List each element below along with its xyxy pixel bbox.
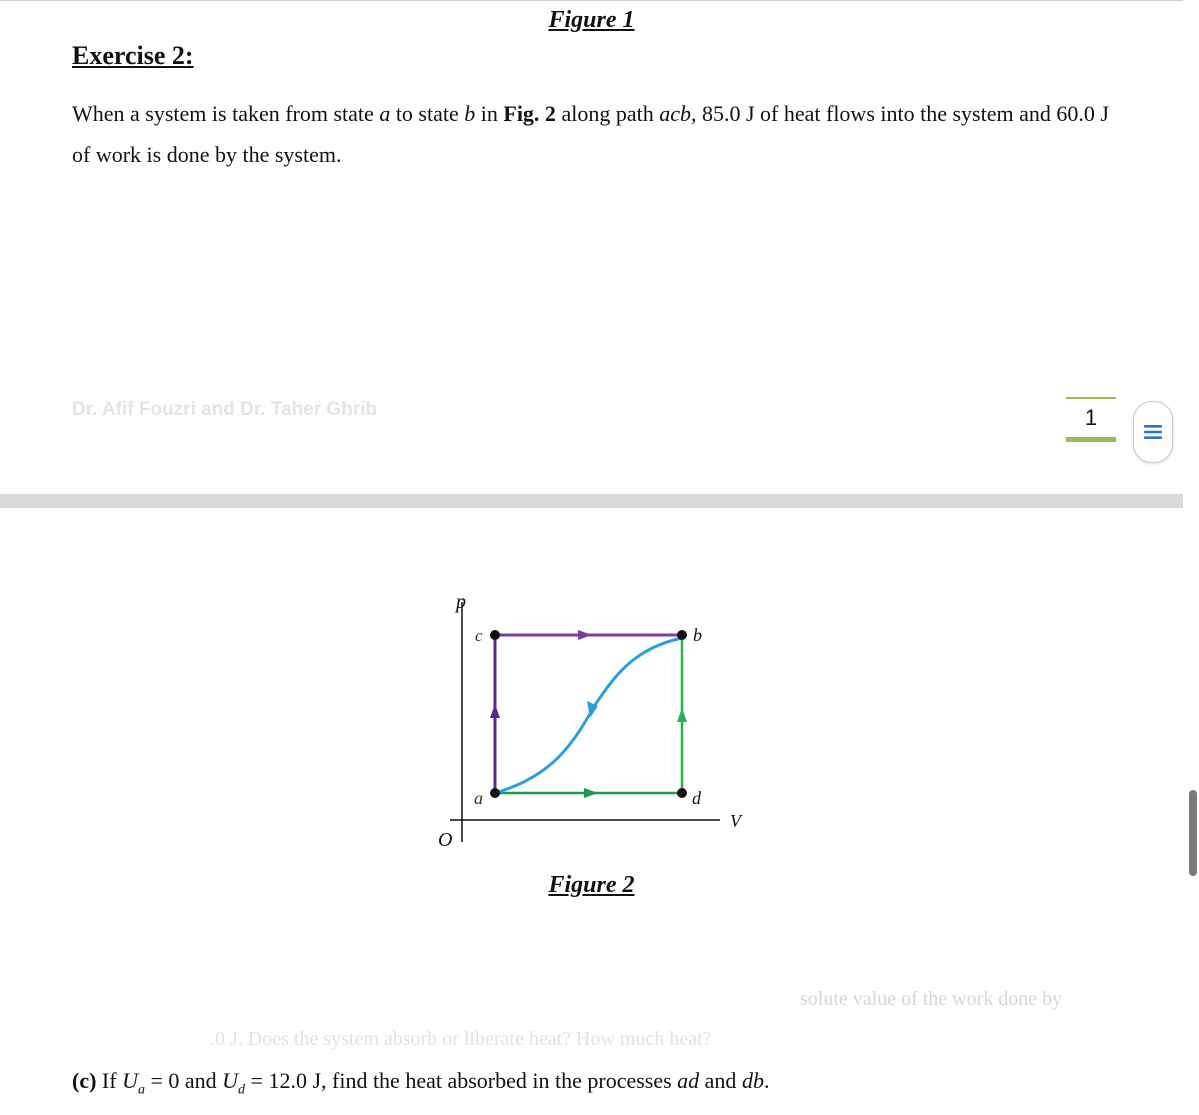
process-db: db	[741, 1068, 764, 1093]
subscript-a: a	[137, 1082, 145, 1098]
page-number-box	[1066, 397, 1116, 441]
label-d: d	[692, 788, 701, 808]
q-text: .	[763, 1068, 770, 1093]
q-text: = 12.0 J, find the heat absorbed in the processes	[245, 1068, 678, 1093]
q-text: and	[699, 1068, 742, 1093]
arrow-ad	[584, 788, 598, 798]
faded-question-text: solute value of the work done by	[800, 988, 1063, 1010]
label-a: a	[474, 788, 483, 808]
para-text: along path	[555, 101, 660, 126]
faded-question-text: .0 J. Does the system absorb or liberate heat? How much heat?	[210, 1028, 712, 1050]
energy-symbol: U	[222, 1068, 239, 1093]
question-c	[72, 1068, 769, 1098]
energy-symbol: U	[122, 1068, 138, 1093]
axis-label-p: p	[456, 591, 466, 613]
question-c-label: (c)	[72, 1068, 97, 1093]
figure-1-caption: Figure 1	[548, 7, 635, 33]
figure-2-diagram	[420, 580, 760, 860]
point-b	[677, 630, 687, 640]
page-number: 1	[1084, 405, 1098, 430]
q-text: = 0 and	[144, 1068, 223, 1093]
scrollbar-thumb[interactable]	[1189, 790, 1197, 876]
path-acb: acb	[659, 101, 691, 126]
arrow-db	[677, 708, 687, 722]
arrow-cb	[578, 630, 592, 640]
page-number-bottom-rule	[1066, 437, 1116, 442]
page-separator	[0, 494, 1183, 508]
menu-button[interactable]	[1133, 401, 1173, 463]
point-d	[677, 788, 687, 798]
subscript-d: d	[238, 1082, 246, 1098]
label-c: c	[475, 626, 483, 645]
figure-2-caption: Figure 2	[548, 872, 635, 898]
arrow-ac	[490, 704, 500, 718]
scrollbar-track[interactable]	[1183, 0, 1199, 1115]
label-b: b	[693, 625, 702, 645]
para-text: to state	[390, 101, 465, 126]
point-c	[490, 630, 500, 640]
para-text: in	[475, 101, 504, 126]
fig-reference: Fig. 2	[503, 101, 556, 126]
pv-diagram	[420, 580, 760, 860]
state-a: a	[379, 101, 391, 126]
q-text: If	[96, 1068, 123, 1093]
process-ad: ad	[677, 1068, 700, 1093]
exercise-heading: Exercise 2:	[72, 41, 194, 70]
hamburger-menu-icon	[1143, 422, 1163, 442]
para-text: When a system is taken from state	[72, 101, 380, 126]
origin-label: O	[438, 829, 453, 851]
state-b: b	[464, 101, 476, 126]
exercise-paragraph	[72, 93, 1132, 175]
document-page-1	[0, 0, 1183, 495]
axis-label-v: V	[730, 811, 741, 831]
point-a	[490, 788, 500, 798]
para-text: , 85.0 J of heat flows into the system and 60.0 J of work is done by the system.	[72, 101, 1109, 167]
footer-authors: Dr. Afif Fouzri and Dr. Taher Ghrib	[72, 399, 378, 420]
page-number-top-rule	[1066, 397, 1116, 399]
